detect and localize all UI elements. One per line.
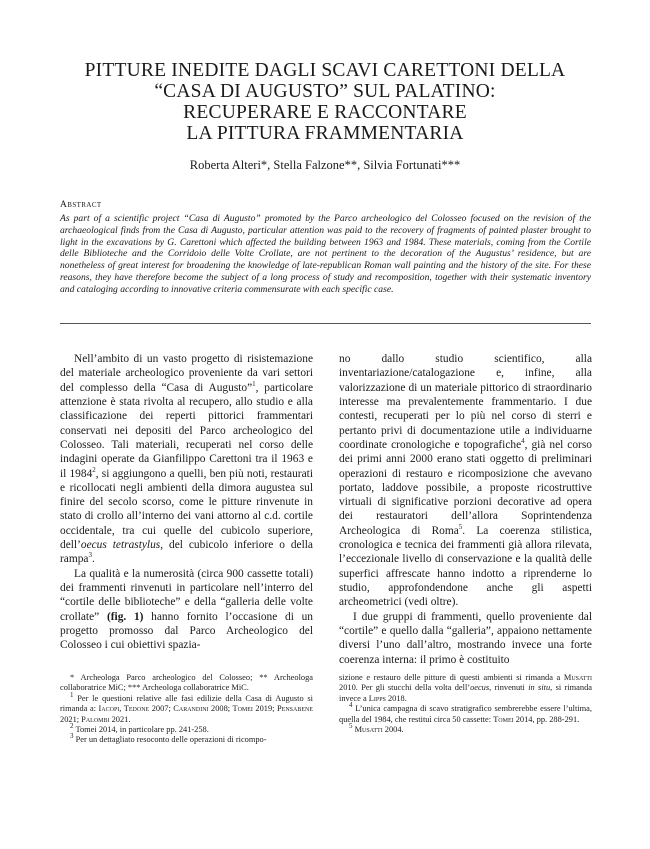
title-line: “CASA DI AUGUSTO” SUL PALATINO: <box>154 81 496 102</box>
italic-term: oecus tetrastylus <box>80 539 161 552</box>
body-paragraph <box>60 567 313 653</box>
abstract-heading: Abstract <box>60 200 102 210</box>
abstract-divider <box>60 323 591 324</box>
footnote-text: , pp. 288-291. <box>532 714 580 724</box>
footnotes-left <box>60 673 313 746</box>
title-line: LA PITTURA FRAMMENTARIA <box>186 123 464 144</box>
footnote-text: , rinvenuti <box>489 683 529 693</box>
body-paragraph: I due gruppi di frammenti, quello proveniente dal “cortile” e quello dalla “galleria”, appaiono nettamente diversi l’uno dall’altro, mostrando invece una forte coerenza interna: il primo è costituito <box>339 610 592 666</box>
footnote-text: Per le questioni relative alle fasi edilizie della Casa di Augusto si rimanda a: <box>60 693 314 714</box>
footnote <box>339 701 592 725</box>
footnote-number: 2 <box>70 722 74 731</box>
body-text: no dallo studio scientifico, alla inventariazione/catalogazione e, infine, alla valorizzazione di un materiale pittorico di straordinario interesse ma prevalentemente frammentario. I due contesti, recuperati per lo più nel corso di sterri e pertanto privi di documentazione utile a individuarne coordinate cronologiche e topografiche <box>339 353 592 451</box>
body-column-left <box>60 352 313 653</box>
body-column-right <box>339 352 592 667</box>
footnote-text: L’unica campagna di scavo stratigrafico sembrerebbe essere l’ultima, quella del 1984, che restituì circa 50 cassette: <box>339 704 592 724</box>
body-text: Nell’ambito di un vasto progetto di risistemazione del materiale archeologico proveniente da vari settori del complesso della “Casa di Augusto” <box>60 353 313 394</box>
body-text: , del cubicolo inferiore o della rampa <box>60 539 313 566</box>
title-line: RECUPERARE E RACCONTARE <box>183 102 467 123</box>
citation: Lipps 2018 <box>368 693 405 703</box>
body-text: La qualità e la numerosità (circa 900 cassette totali) dei frammenti rinvenuti in particolare nell’interro del “cortile delle biblioteche” e della “galleria delle volte crollate” <box>60 567 313 623</box>
body-paragraph: Nell’ambito di un vasto progetto di risistemazione del materiale archeologico proveniente da vari settori del complesso della “Casa di Augusto”$^1$, particolare attenzione è stata rivolta al recupero, allo studio e alla classificazione dei reperti pittorici frammentari conservati nei depositi del Parco archeologico del Colosseo. Tali materiali, recuperati nel corso delle indagini operate da Gianfilippo Carettoni tra il 1963 e il 1984$^2$, si aggiungono a quelli, ben più noti, restaurati e ricollocati negli ambienti della dimora augustea sul finire del secolo scorso, come le pitture rinvenute in stato di crollo all’interno dei vani attorno al c.d. cortile occidentale, tra cui quelle del cubicolo superiore, dell’oecus tetrastylus, del cubicolo inferiore o della rampa$^3$. <box>60 353 314 566</box>
figure-ref: (fig. 1) <box>106 610 144 623</box>
italic-term: in situ <box>528 683 551 693</box>
footnote <box>60 722 313 735</box>
body-paragraph <box>339 352 592 610</box>
body-text: . La coerenza stilistica, cronologica e tecnica dei frammenti già allora rilevata, l’eccezionale livello di conservazione e la qualità delle superfici affrescate hanno indotto a riprenderne lo studio, approfondendone anche gli aspetti archeometrici (vedi oltre). <box>339 524 592 609</box>
footnote-ref: 2 <box>92 465 96 474</box>
footnote-text: Per un dettagliato resoconto delle operazioni di ricompo- <box>75 735 267 745</box>
body-text: hanno fornito l’occasione di un progetto promosso dal Parco Archeologico del Colosseo i cui obiettivi spazia- <box>60 610 313 652</box>
footnote <box>60 691 314 725</box>
body-text: , già nel corso dei primi anni 2000 erano stati oggetto di preliminari operazioni di restauro e ricomposizione che avevano portato, laddove possibile, a proposte ricostruttive virtuali di significative porzioni decorative ad opera dei restauratori dell’allora Soprintendenza Archeologica di Roma <box>339 438 592 537</box>
footnote-text: Tomei 2014, in particolare pp. 241-258. <box>75 725 209 735</box>
footnote-continued: sizione e restauro delle pitture di questi ambienti si rimanda a Musatti 2010. Per gli stucchi della volta dell’oecus, rinvenuti in situ, si rimanda invece a Lipps 2018. <box>339 673 592 703</box>
footnote-text: . Per gli stucchi della volta dell’ <box>355 683 471 693</box>
footnote-number: 1 <box>70 691 74 700</box>
footnote <box>60 732 313 745</box>
citation: Musatti 2004. <box>354 725 404 735</box>
body-text: , si aggiungono a quelli, ben più noti, restaurati e ricollocati negli ambienti della dimora augustea sul finire del secolo scorso, come le pitture rinvenute in stato di crollo all’interno dei vani attorno al c.d. cortile occidentale, tra cui quelle del cubicolo superiore, dell’ <box>60 467 313 552</box>
footnote-affiliations: * Archeologa Parco archeologico del Colosseo; ** Archeologa collaboratrice MiC; *** Archeologa collaboratrice MiC. <box>60 673 313 693</box>
footnote-ref: 5 <box>458 522 463 531</box>
citation: Iacopi, Tedone 2007; Carandini 2008; Tomei 2019; Pensabene 2021; Palombi 2021. <box>60 704 313 724</box>
italic-term: oecus <box>470 683 490 693</box>
footnote-ref: 4 <box>521 437 525 446</box>
footnote-ref: 1 <box>252 379 256 388</box>
footnote-number: 4 <box>349 701 353 710</box>
footnote-text: , si rimanda invece a <box>339 683 592 703</box>
abstract-text: As part of a scientific project “Casa di Augusto” promoted by the Parco archeologico del Colosseo focused on the revision of the archaeological finds from the Casa di Augusto, particular attention was paid to the recovery of fragments of painted plaster brought to light in the excavations by G. Carettoni which affected the building between 1963 and 1984. These materials, coming from the Cortile delle Biblioteche and the Corridoio delle Volte Crollate, are not pertinent to the decoration of the Augustus’ residence, but are nonetheless of great interest for broadening the knowledge of late-republican Roman wall painting and the history of the site. For these reasons, they have therefore become the subject of a long process of study and recomposition, together with their systematic inventory and cataloging according to innovative criteria commensurate with each specific case. <box>60 213 591 295</box>
article-title <box>70 60 580 144</box>
footnote-number: 5 <box>349 722 353 731</box>
footnote-number: 3 <box>70 732 74 741</box>
footnote <box>339 722 592 735</box>
footnote-text: sizione e restauro delle pitture di questi ambienti si rimanda a <box>339 673 564 682</box>
title-line: PITTURE INEDITE DAGLI SCAVI CARETTONI DELLA <box>84 60 566 81</box>
citation: Tomei 2014 <box>493 714 533 724</box>
citation: Musatti 2010 <box>339 673 592 693</box>
footnotes-right <box>339 673 592 735</box>
author-list: Roberta Alteri*, Stella Falzone**, Silvia Fortunati*** <box>189 158 461 172</box>
footnote-ref: 3 <box>88 551 92 560</box>
body-text: , particolare attenzione è stata rivolta al recupero, allo studio e alla classificazione dei reperti pittorici frammentari conservati nei depositi del Parco archeologico del Colosseo. Tali materiali, recuperati nel corso delle indagini operate da Gianfilippo Carettoni tra il 1963 e il 1984 <box>60 381 314 480</box>
